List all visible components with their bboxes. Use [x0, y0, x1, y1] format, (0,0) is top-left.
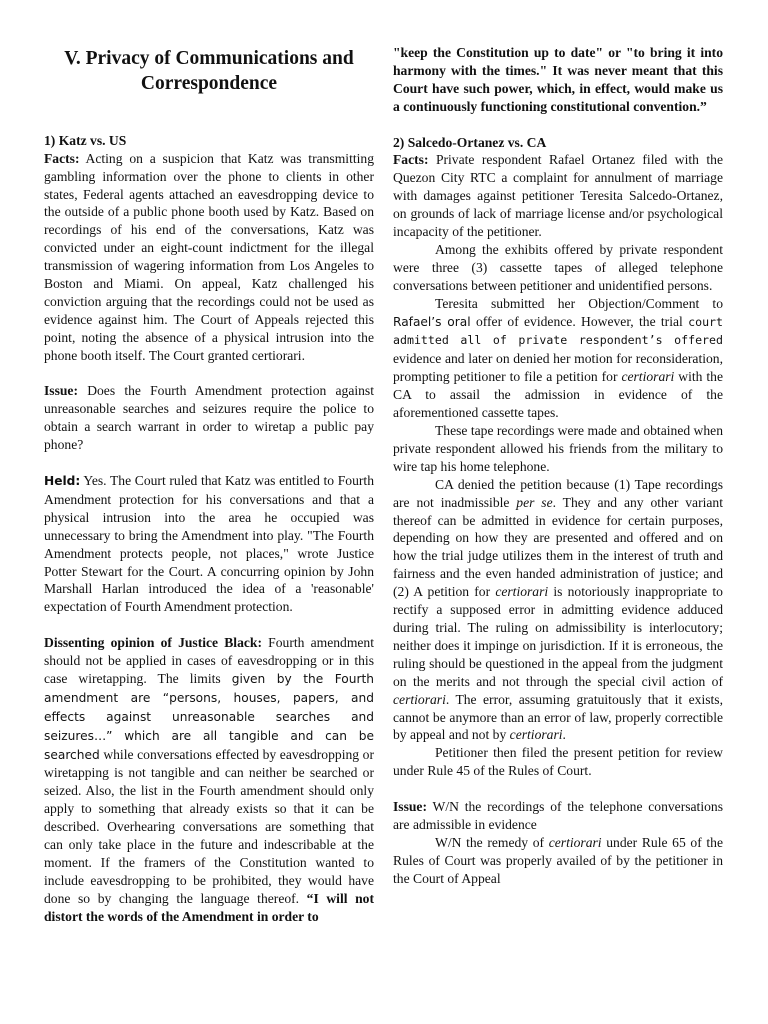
case2-ca-denial: CA denied the petition because (1) Tape recordings are not inadmissible per se. They and any other variant thereof can be admitted in evidence for certain purposes, depending on how they are presented and offered and on how the trial judge utilizes them in the interest of truth and fairness and the even handed administration of justice; and (2) A petition for certiorari is notoriously inappropriate to rectify a supposed error in admitting evidence adduced during trial. The ruling on admissibility is interlocutory; neither does it impinge on jurisdiction. If it is erroneous, the ruling should be questioned in the appeal from the judgment on the merits and not through the special civil action of certiorari. The error, assuming gratuitously that it exists, cannot be anymore than an error of law, properly correctible by appeal and not by certiorari.	[393, 476, 723, 743]
facts-label: Facts:	[44, 150, 80, 166]
case2-issue-2: W/N the remedy of certiorari under Rule 65 of the Rules of Court was properly availed of by the petitioner in the Court of Appeal	[393, 834, 723, 886]
case2-heading: 2) Salcedo-Ortanez vs. CA	[393, 134, 547, 150]
case1-issue: Issue: Does the Fourth Amendment protection against unreasonable searches and seizures require the police to obtain a search warrant in order to wiretap a public pay phone?	[44, 383, 374, 453]
issue-label: Issue:	[393, 799, 427, 815]
case2-objection: Teresita submitted her Objection/Comment to Rafael’s oral offer of evidence. However, the trial court admitted all of private respondent’s offered evidence and later on denied her motion for reconsideration, prompting petitioner to file a petition for certiorari with the CA to assail the admission in evidence of the aforementioned cassette tapes.	[393, 295, 724, 421]
dissent-quote-start: “I will not distort the words of the Amendment in order to	[44, 890, 374, 924]
case1-dissent: Dissenting opinion of Justice Black: Fourth amendment should not be applied in cases of eavesdropping or in this case wiretapping. The limits given by the Fourth amendment are “persons, houses, papers, and effects against unreasonable searches and seizures…” which are all tangible and can be searched while conversations effected by eavesdropping or wiretapping is not tangible and can neither be searched or seized. Also, the list in the Fourth amendment should only apply to something that already exists so that it can be described. Overhearing conversations are something that can only take place in the future and indescribable at the moment. If the framers of the Constitution wanted to include eavesdropping to be prohibited, they would have done so by changing the language thereof. “I will not distort the words of the Amendment in order to	[44, 635, 375, 924]
case1-facts: Facts: Acting on a suspicion that Katz was transmitting gambling information over the phone to clients in other states, Federal agents attached an eavesdropping device to the outside of a public phone booth used by Katz. Based on recordings of his end of the conversations, Katz was convicted under an eight-count indictment for the illegal transmission of wagering information from Los Angeles to Boston and Miami. On appeal, Katz challenged his conviction arguing that the recordings could not be used as evidence against him. The Court of Appeals rejected this point, noting the absence of a physical intrusion into the phone booth itself. The Court granted certiorari.	[44, 150, 374, 363]
left-column	[44, 0, 374, 926]
case2-petition: Petitioner then filed the present petition for review under Rule 45 of the Rules of Court.	[393, 745, 723, 779]
section-title: V. Privacy of Communications and Correspondence	[64, 48, 354, 94]
case1-heading: 1) Katz vs. US	[44, 132, 127, 148]
issue-label: Issue:	[44, 383, 78, 399]
case2-facts: Facts: Private respondent Rafael Ortanez filed with the Quezon City RTC a complaint for annulment of marriage with damages against petitioner Teresita Salcedo-Ortanez, on grounds of lack of marriage license and/or psychological incapacity of the petitioner.	[393, 152, 723, 240]
case2-recordings: These tape recordings were made and obtained when private respondent allowed his friends from the military to wire tap his home telephone.	[393, 423, 723, 474]
case1-held: Held: Yes. The Court ruled that Katz was entitled to Fourth Amendment protection for his conversations and that a physical intrusion into the area he occupied was unnecessary to bring the Amendment into play. "The Fourth Amendment protects people, not places," wrote Justice Potter Stewart for the Court. A concurring opinion by John Marshall Harlan introduced the idea of a 'reasonable' expectation of Fourth Amendment protection.	[44, 472, 374, 615]
right-column	[393, 0, 723, 888]
case2-exhibits: Among the exhibits offered by private respondent were three (3) cassette tapes of alleged telephone conversations between petitioner and unidentified persons.	[393, 241, 723, 293]
dissent-label: Dissenting opinion of Justice Black:	[44, 635, 263, 651]
held-label: Held:	[44, 473, 81, 488]
facts-label: Facts:	[393, 152, 429, 168]
case2-issue: Issue: W/N the recordings of the telephone conversations are admissible in evidence	[393, 799, 723, 832]
case1-dissent-quote-end: "keep the Constitution up to date" or "to bring it into harmony with the times." It was never meant that this Court have such power, which, in effect, would make us a continuously functioning constitutional convention.”	[393, 45, 723, 114]
